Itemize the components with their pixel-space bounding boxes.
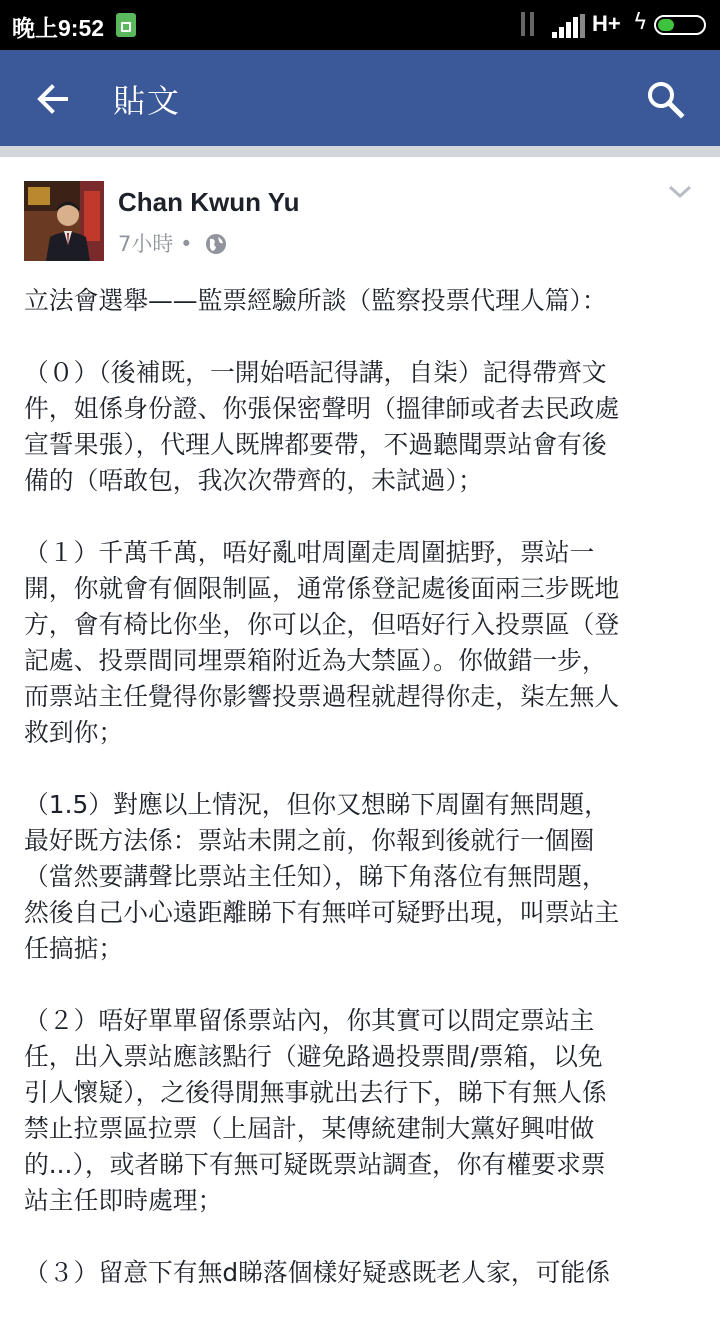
post-line: （１）千萬千萬，唔好亂咁周圍走周圍掂野，票站一 (24, 538, 595, 567)
post-paragraph (24, 283, 708, 319)
back-button[interactable] (32, 78, 76, 120)
app-bar (0, 50, 720, 146)
status-bar (0, 0, 720, 50)
post-line: 然後自己小心遠距離睇下有無咩可疑野出現，叫票站主 (24, 898, 620, 927)
post-line: （２）唔好單單留係票站內，你其實可以問定票站主 (24, 1006, 595, 1035)
post-line: 立法會選舉——監票經驗所談（監察投票代理人篇）： (24, 286, 607, 315)
post-line: （當然要講聲比票站主任知），睇下角落位有無問題， (24, 862, 607, 891)
post-body (24, 283, 708, 1327)
post-line: 引人懷疑），之後得閒無事就出去行下，睇下有無人係 (24, 1078, 607, 1107)
network-type: H+ (592, 11, 621, 36)
post-line: （３）留意下有無d睇落個樣好疑惑既老人家，可能係 (24, 1258, 611, 1287)
post-paragraph (24, 535, 708, 751)
post-line: 而票站主任覺得你影響投票過程就趕得你走，柒左無人 (24, 682, 620, 711)
post-line: 宣誓果張），代理人既牌都要帶，不過聽聞票站會有後 (24, 430, 607, 459)
post-line: 禁止拉票區拉票（上屆計，某傳統建制大黨好興咁做 (24, 1114, 595, 1143)
post-line: 救到你； (24, 718, 124, 747)
globe-icon (205, 233, 227, 255)
arrow-left-icon (32, 78, 76, 120)
post-line: 件，姐係身份證、你張保密聲明（搵律師或者去民政處 (24, 394, 620, 423)
search-icon (642, 76, 690, 124)
post-paragraph (24, 1003, 708, 1219)
avatar-photo (24, 181, 104, 261)
post-line: 站主任即時處理； (24, 1186, 223, 1215)
post-line: 的...），或者睇下有無可疑既票站調查，你有權要求票 (24, 1150, 606, 1179)
search-button[interactable] (642, 76, 690, 124)
page-title: 貼文 (113, 82, 182, 120)
notification-icon (116, 13, 136, 37)
status-time: 晚上9:52 (12, 15, 105, 41)
author-name[interactable]: Chan Kwun Yu (118, 187, 300, 217)
charging-icon: ϟ (633, 10, 648, 35)
post-options-chevron-down-icon[interactable] (666, 182, 694, 202)
feed-divider (0, 146, 720, 157)
post-paragraph (24, 1255, 708, 1291)
post-meta (118, 228, 227, 258)
post-line: 任，出入票站應該點行（避免路過投票間/票箱，以免 (24, 1042, 603, 1071)
avatar[interactable] (24, 181, 104, 261)
post-line: 記處、投票間同埋票箱附近為大禁區）。你做錯一步， (24, 646, 607, 675)
post-line: 任搞掂； (24, 934, 124, 963)
post-time[interactable]: 7小時 (118, 232, 174, 256)
data-transfer-icon (518, 12, 540, 38)
post-paragraph (24, 787, 708, 967)
signal-icon (552, 14, 586, 38)
post-line: （1.5）對應以上情況，但你又想睇下周圍有無問題， (24, 790, 609, 819)
post-line: 方，會有椅比你坐，你可以企，但唔好行入投票區（登 (24, 610, 620, 639)
post-line: 開，你就會有個限制區，通常係登記處後面兩三步既地 (24, 574, 620, 603)
post-line: 最好既方法係：票站未開之前，你報到後就行一個圈 (24, 826, 595, 855)
battery-icon (654, 15, 706, 35)
post-paragraph (24, 355, 708, 499)
post-line: 備的（唔敢包，我次次帶齊的，未試過）； (24, 466, 483, 495)
meta-separator: • (180, 232, 193, 256)
post-line: （０）（後補既，一開始唔記得講，自柒）記得帶齊文 (24, 358, 607, 387)
